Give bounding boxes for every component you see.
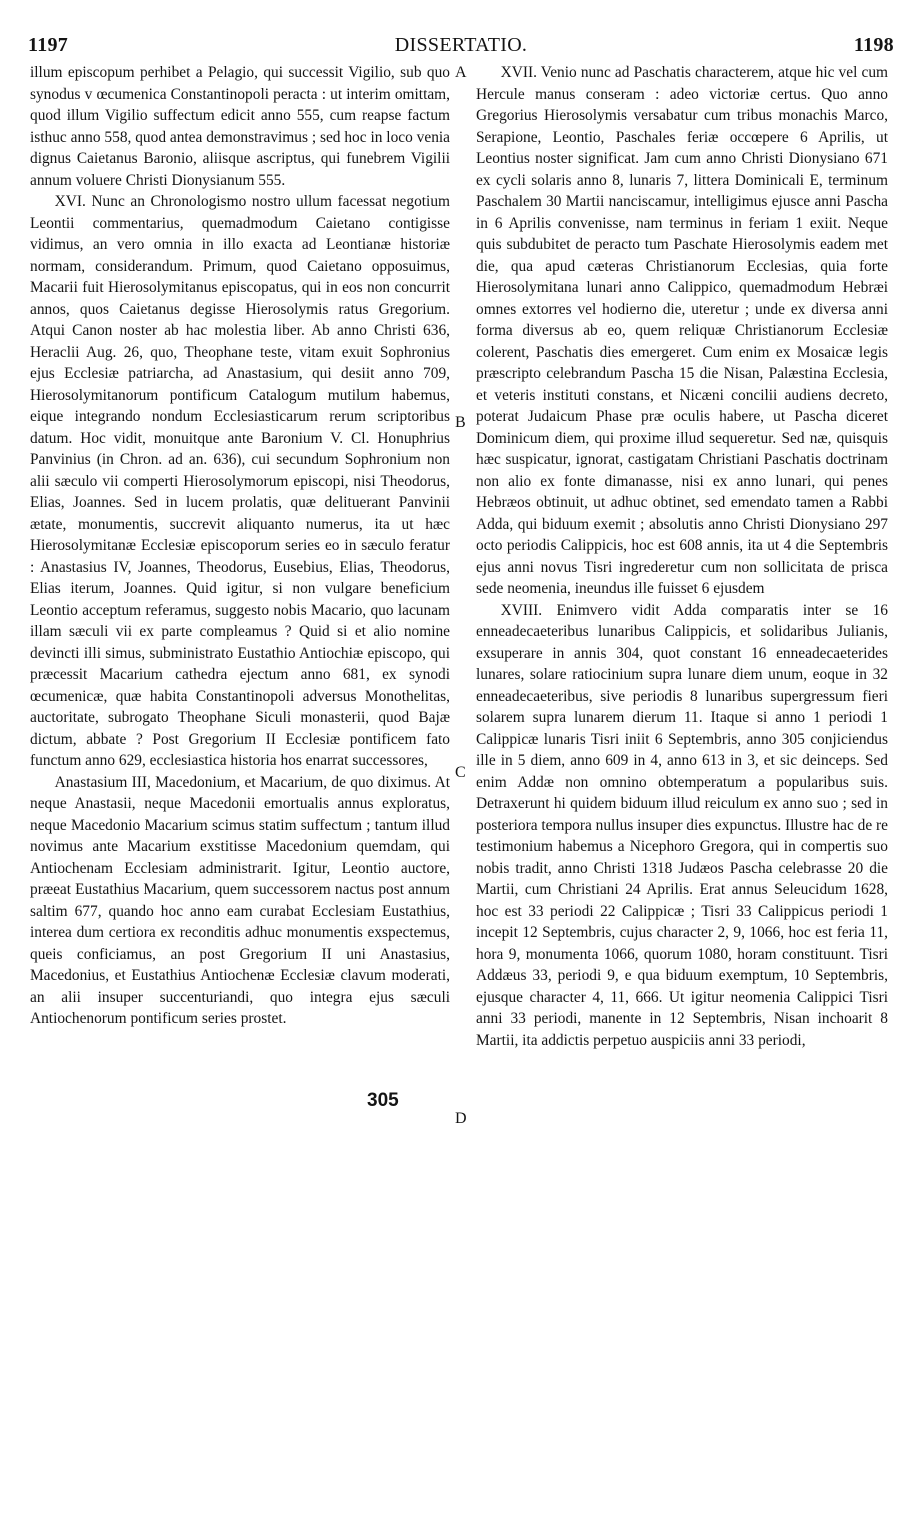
margin-letter-b: B <box>455 414 466 431</box>
page-number-right: 1198 <box>853 34 894 56</box>
running-title: DISSERTATIO. <box>394 34 528 56</box>
left-column <box>30 62 450 1030</box>
paragraph: Anastasium III, Macedonium, et Macarium, de quo diximus. At neque Anastasii, neque Macedonii emortualis annus exploratus, neque Macedonio Macarium scimus statim suffectum ; tantum illud novimus ante Macarium exstitisse Macedonium quemdam, qui Antiochenam Ecclesiam administrarit. Igitur, Leontio auctore, præeat Eustathius Macarium, quem successorem nactus post annum saltim 677, quando hoc anno eam curabat Ecclesiam Eustathius, interea dum certiora ex reconditis adhuc monumentis exspectemus, queis conficiamus, an post Gregorium II uni Anastasius, Macedonius, et Eustathius Antiochenæ Ecclesiæ clavum moderati, an alii insuper succenturiandi, quo integra ejus sæculi Antiochenorum pontificum series prostet. <box>30 773 450 1027</box>
margin-letter-a: A <box>455 64 467 81</box>
paragraph: XVIII. Enimvero vidit Adda comparatis inter se 16 enneadecaeteribus lunaribus Calippicis, et solidaribus Julianis, exsuperare in annis 304, quot constant 16 enneadecaeterides lunares, solare ratiocinium supra lunare diem unum, eoque in 32 enneadecaeteribus, sive periodis 8 lunaribus supergressum fieri solarem supra lunarem dierum 11. Itaque si anno 1 periodi 1 Calippicæ lunaris Tisri iniit 6 Septembris, anno 305 conjiciendus ille in 5 diem, anno 609 in 4, anno 613 in 3, et sic deinceps. Sed enim Addæ non omnino obtemperatum a popularibus suis. Detraxerunt hi quidem biduum illud reiculum ex anno suo ; sed in posteriora tempora nullus insuper dies expunctus. Illustre hac de re testimonium habemus a Nicephoro Gregora, qui in compertis suo nobis tradit, anno Christi 1318 Judæos Pascha celebrasse 20 die Martii, cum Christiani 24 Aprilis. Erat annus Seleucidum 1628, hoc est 33 periodi 22 Calippicæ ; Tisri 33 Calippicus periodi 1 incepit 12 Septembris, cujus character 2, 9, 1066, hoc est feria 11, hora 9, monumenta 1066, quorum 1080, horam constituunt. Tisri Addæus 33, periodi 9, e qua biduum exemptum, 10 Septembris, ejusque character 4, 11, 666. Ut igitur neomenia Calippici Tisri anni 33 periodi, manente in 12 Septembris, Nisan inchoarit 8 Martii, ita addictis perpetuo auspiciis anni 33 periodi, <box>476 601 889 1049</box>
inline-page-number: 305 <box>367 1090 399 1111</box>
running-header <box>28 34 894 60</box>
right-column <box>476 62 888 1051</box>
margin-letter-c: C <box>455 764 466 781</box>
paragraph: XVII. Venio nunc ad Paschatis characterem, atque hic vel cum Hercule manus conseram : adeo victoriæ certus. Quo anno Gregorius Hierosolymis versabatur cum tribus monachis Marco, Serapione, Leontio, Paschales feriæ occœpere 6 Aprilis, ut Leontius noster significat. Jam cum anno Christi Dionysiano 671 ex cycli solaris anno 8, lunaris 7, littera Dominicali E, terminum Paschalem 30 Martii nanciscamur, intelligimus ejusce anni Pascha in 6 Aprilis convenisse, nam terminus in feriam 1 exiit. Neque quis subdubitet de peracto tum Paschate Hierosolymis eadem met die, qua apud cæteras Christianorum Ecclesias, quia forte Hierosolymitana lunari anno Calippico, quemadmodum Hebræi omnes extorres vel hodierno die, uteretur ; unde ex diversa anni forma diversus ab eo, quem reliquæ Christianorum Ecclesiæ colerent, Paschatis dies emergeret. Cum enim ex Mosaicæ legis præscripto celebrandum Pascha 15 die Nisan, Palæstina Ecclesia, et veteris instituti constans, et Nicæni concilii audiens decreto, poterat Judaicum Phase præ oculis habere, ut Pascha diceret Dominicum diem, qui proxime illud sequeretur. Sed næ, quisquis hæc suspicatur, ignorat, castigatam Christiani Paschatis doctrinam non alio ex fonte dimanasse, nisi ex anno lunari, qui penes Hebræos obtinuit, ut adhuc obtinet, sed emendato tamen a Rabbi Adda, qui biduum exemit ; absolutis anno Christi Dionysiano 297 octo periodis Calippicis, hoc est 608 annis, ita ut 4 die Septembris ejus anni novus Tisri ingrederetur cum non sollicitata de prisca sede neomenia, ineundus ille fuisset 6 ejusdem <box>476 64 888 597</box>
paragraph: XVI. Nunc an Chronologismo nostro ullum facessat negotium Leontii commentarius, quemadmodum Caietano contigisse vidimus, an vero omnia in illo exacta ad Leontianæ historiæ normam, considerandum. Primum, quod Caietano opposuimus, Macarii fuit Hierosolymitanus episcopatus, qui in eos non concurrit annos, quos Caietanus degisse Hierosolymis ratus Gregorium. Atqui Canon noster ab hac molestia liber. Ab anno Christi 636, Heraclii Aug. 26, quo, Theophane teste, vitam exuit Sophronius ejus Ecclesiæ patriarcha, ad Anastasium, qui desiit anno 709, Hierosolymitanorum pontificum Catalogum mutilum habemus, eique integrando nondum Ecclesiasticarum rerum scriptoribus datum. Hoc vidit, monuitque ante Baronium V. Cl. Honuphrius Panvinius (in Chron. ad an. 636), cui secundum Sophronium non alii sæculo vii comperti Hierosolymorum episcopi, nisi Theodorus, Elias, Joannes. Sed in lucem prolatis, quæ delituerant Panvinii ætate, monumentis, succrevit aliquanto numerus, ita ut hæc Hierosolymitanæ Ecclesiæ episcoporum series eo in sæculo feratur : Anastasius IV, Joannes, Theodorus, Eusebius, Elias, Theodorus, Elias iterum, Joannes. Quid igitur, si non vulgare beneficium Leontio acceptum referamus, suggesto nobis Macario, quo lacunam illam sæculi vii ex parte compleamus ? Quid si et alio nomine devincti illi simus, subministrato Eustathio Antiochiæ episcopo, qui præcessit Macarium cathedra ejectum anno 681, ex synodi œcumenicæ, quæ habita Constantinopoli adversus Monothelitas, auctoritate, subrogato Theophane Siculi monasterii, quod Bajæ dictum, abbate ? Post Gregorium II Ecclesiæ pontificem fato functum anno 629, ecclesiastica historia hos enarrat successores, <box>30 193 450 769</box>
paragraph: illum episcopum perhibet a Pelagio, qui successit Vigilio, sub quo synodus v œcumenica Constantinopoli peracta : ut interim omittam, quod illum Vigilio suffectum edicit anno 555, cum reapse factum isthuc anno 558, quod antea demonstravimus ; sed hoc in loco venia dignus Caietanus Baronio, aliisque ascriptus, qui funebrem Vigilii annum voluere Christi Dionysianum 555. <box>30 64 450 189</box>
margin-letter-d: D <box>455 1110 467 1127</box>
page-number-left: 1197 <box>28 34 69 56</box>
